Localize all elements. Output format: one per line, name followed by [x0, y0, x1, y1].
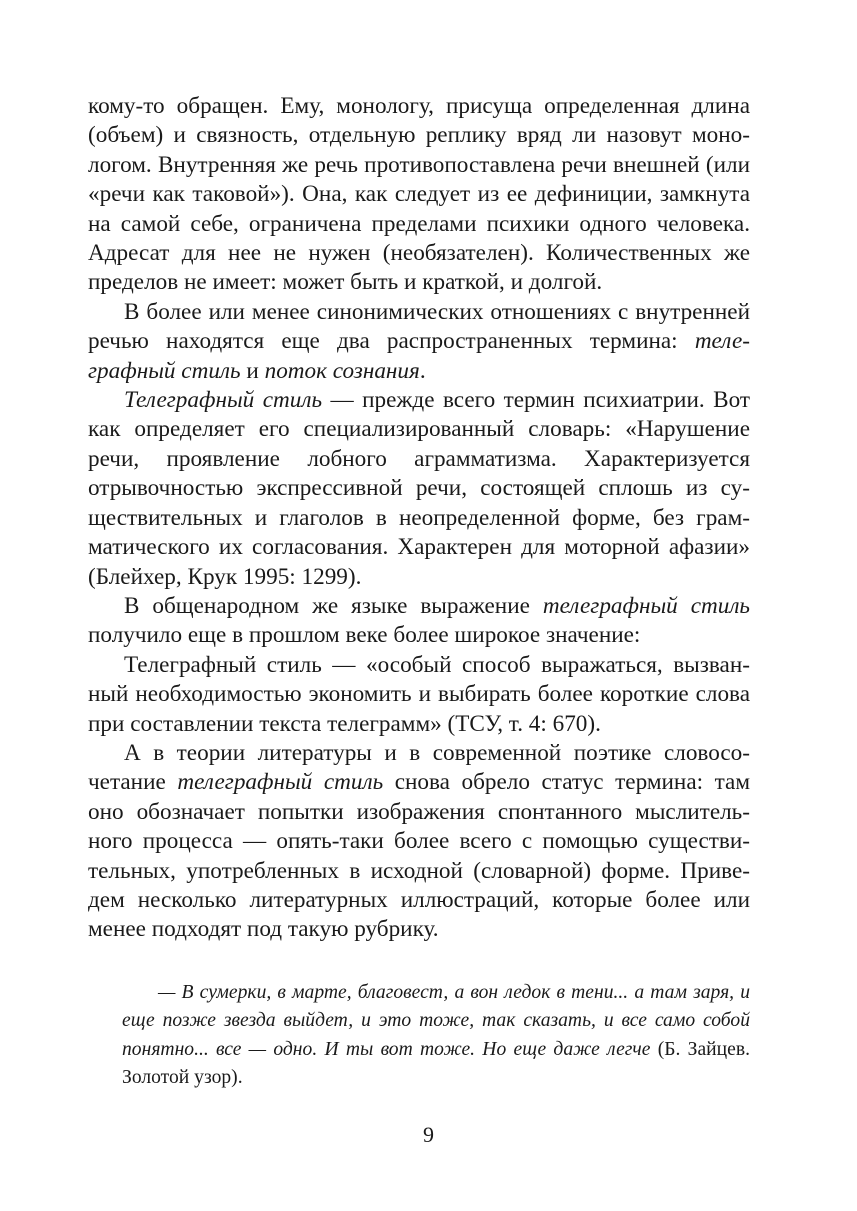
- quote-text: [122, 979, 750, 1093]
- paragraph-1: [88, 92, 750, 298]
- term-stream-of-consciousness: поток сознания: [264, 357, 420, 384]
- text-run: Телеграфный стиль — «особый способ выражаться, вызванный необходимостью экономить и выбирать более короткие слова при составлении текста телеграмм» (ТСУ, т. 4: 670).: [88, 651, 750, 737]
- text-run: и: [240, 357, 265, 384]
- text-run: кому-то обращен. Ему, монологу, присуща определенная длина (объем) и связность, отдельную реплику вряд ли назовут монологом. Внутренняя же речь противопоставлена речи внешней (или «речи как таковой»). Она, как следует из ее дефиниции, замкнута на самой себе, ограничена пределами психики одного человека. Адресат для нее не нужен (необязателен). Количественных же пределов не имеет: может быть и краткой, и долгой.: [88, 93, 750, 296]
- paragraph-2: [88, 298, 750, 386]
- paragraph-3: [88, 386, 750, 592]
- page-number: 9: [423, 1122, 434, 1147]
- page-body: [88, 92, 750, 1092]
- term-telegraphic-style: телеграфный стиль: [88, 328, 750, 384]
- term-telegraphic-style: телеграфный стиль: [177, 769, 384, 796]
- paragraph-4: [88, 592, 750, 651]
- text-run: снова обрело статус термина: там оно обозначает попытки изображения спонтанного мыслительного процесса — опять-таки более всего с помощью существительных, употребленных в исходной (словарной) форме. Приведем несколько литературных иллюстраций, которые более или менее подходят под такую рубрику.: [88, 769, 750, 943]
- paragraph-6: [88, 739, 750, 945]
- text-run: .: [419, 357, 426, 384]
- quote-italic-text: — В сумерки, в марте, благовест, а вон ледок в тени... а там заря, и еще позже звезда выйдет, и это тоже, так сказать, и все само собой понятно... все — одно. И ты вот тоже. Но еще даже легче: [122, 981, 750, 1060]
- text-run: — прежде всего термин психиатрии. Вот как определяет его специализированный словарь: «Нарушение речи, проявление лобного аграмматизма. Характеризуется отрывочностью экспрессивной речи, состоящей сплошь из существительных и глаголов в неопределенной форме, без грамматического их согласования. Характерен для моторной афазии» (Блейхер, Крук 1995: 1299).: [88, 387, 750, 590]
- paragraph-5: [88, 651, 750, 739]
- text-run: В более или менее синонимических отношениях с внутренней речью находятся еще два распространенных термина:: [88, 298, 750, 355]
- text-run: А в теории литературы и в современной поэтике словосочетание: [88, 739, 750, 796]
- term-telegraphic-style: Телеграфный стиль: [124, 387, 322, 414]
- literary-quote: [88, 979, 750, 1093]
- quote-citation: (Б. Зайцев. Золотой узор).: [122, 1038, 751, 1088]
- term-telegraphic-style: телеграфный стиль: [542, 592, 750, 619]
- text-run: получило еще в прошлом веке более широкое значение:: [88, 622, 641, 649]
- text-run: В общенародном же языке выражение: [124, 592, 543, 619]
